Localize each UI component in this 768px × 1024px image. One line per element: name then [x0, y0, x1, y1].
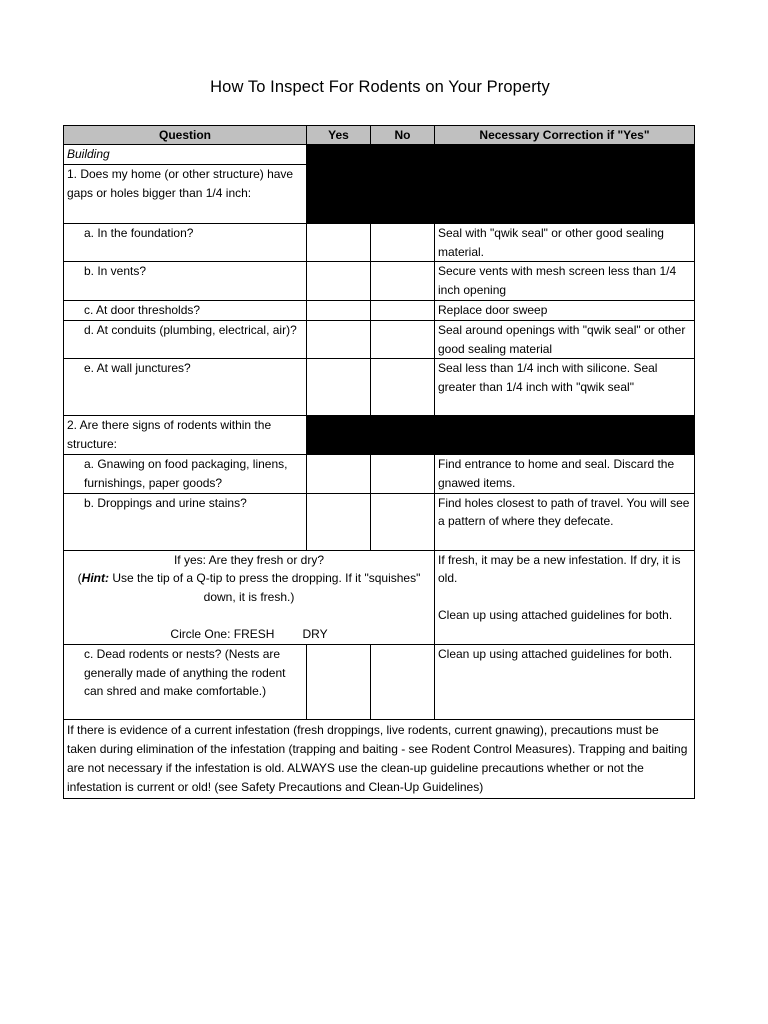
table-row [64, 300, 695, 320]
item-label: a. In the foundation? [64, 223, 307, 262]
correction-cell [435, 550, 695, 644]
correction-cell: Secure vents with mesh screen less than 1/4 inch opening [435, 262, 695, 301]
yes-cell[interactable] [307, 320, 371, 359]
correction-cell: Replace door sweep [435, 300, 695, 320]
no-cell[interactable] [371, 262, 435, 301]
header-no: No [371, 126, 435, 145]
fresh-dry-question-cell [64, 550, 435, 644]
item-label: c. Dead rodents or nests? (Nests are generally made of anything the rodent can shred and make comfortable.) [64, 644, 307, 719]
hint-label: Hint: [81, 571, 109, 586]
circle-fresh-option[interactable]: Circle One: FRESH [170, 626, 275, 641]
fresh-dry-correction-1: If fresh, it may be a new infestation. If dry, it is old. [438, 552, 681, 586]
item-label: c. At door thresholds? [64, 300, 307, 320]
infestation-note: If there is evidence of a current infestation (fresh droppings, live rodents, current gnawing), precautions must be taken during elimination of the infestation (trapping and baiting - see Rodent Control Measures). Trapping and baiting are not necessary if the infestation is old. ALWAYS use the clean-up guideline precautions whether or not the infestation is current or old! (see Safety Precautions and Clean-Up Guidelines) [64, 719, 695, 798]
no-cell[interactable] [371, 493, 435, 550]
section-row [64, 145, 695, 165]
yes-cell[interactable] [307, 300, 371, 320]
correction-cell: Find holes closest to path of travel. You will see a pattern of where they defecate. [435, 493, 695, 550]
no-cell[interactable] [371, 454, 435, 493]
spacer [438, 588, 691, 606]
header-correction: Necessary Correction if "Yes" [435, 126, 695, 145]
fresh-dry-correction-2: Clean up using attached guidelines for both. [438, 608, 673, 623]
correction-cell: Seal with "qwik seal" or other good sealing material. [435, 223, 695, 262]
no-cell[interactable] [371, 359, 435, 416]
yes-cell[interactable] [307, 454, 371, 493]
fresh-dry-question: If yes: Are they fresh or dry? [173, 552, 325, 567]
header-yes: Yes [307, 126, 371, 145]
circle-one-line [67, 625, 431, 644]
circle-dry-option[interactable]: DRY [302, 626, 328, 641]
table-row [64, 359, 695, 416]
blacked-out-cell [307, 416, 695, 455]
yes-cell[interactable] [307, 359, 371, 416]
no-cell[interactable] [371, 223, 435, 262]
no-cell[interactable] [371, 300, 435, 320]
table-row [64, 454, 695, 493]
item-label: a. Gnawing on food packaging, linens, furnishings, paper goods? [64, 454, 307, 493]
no-cell[interactable] [371, 644, 435, 719]
yes-cell[interactable] [307, 644, 371, 719]
yes-cell[interactable] [307, 262, 371, 301]
correction-cell: Clean up using attached guidelines for both. [435, 644, 695, 719]
yes-cell[interactable] [307, 493, 371, 550]
header-row [64, 126, 695, 145]
item-label: e. At wall junctures? [64, 359, 307, 416]
correction-cell: Seal less than 1/4 inch with silicone. Seal greater than 1/4 inch with "qwik seal" [435, 359, 695, 416]
inspection-table [63, 125, 695, 799]
question-2: 2. Are there signs of rodents within the structure: [64, 416, 307, 455]
table-row [64, 320, 695, 359]
item-label: b. In vents? [64, 262, 307, 301]
no-cell[interactable] [371, 320, 435, 359]
correction-cell: Seal around openings with "qwik seal" or other good sealing material [435, 320, 695, 359]
question-1: 1. Does my home (or other structure) have gaps or holes bigger than 1/4 inch: [64, 164, 307, 223]
header-question: Question [64, 126, 307, 145]
table-row [64, 493, 695, 550]
table-row [64, 223, 695, 262]
hint-text [67, 569, 431, 607]
table-row [64, 644, 695, 719]
table-row [64, 262, 695, 301]
blacked-out-cell [307, 145, 695, 224]
page-title: How To Inspect For Rodents on Your Property [210, 78, 550, 96]
hint-open-paren: ( [77, 571, 82, 586]
section-label: Building [64, 145, 307, 165]
hint-body: Use the tip of a Q-tip to press the dropping. If it "squishes" down, it is fresh.) [112, 571, 421, 605]
fresh-dry-row [64, 550, 695, 644]
item-label: b. Droppings and urine stains? [64, 493, 307, 550]
yes-cell[interactable] [307, 223, 371, 262]
question-row [64, 416, 695, 455]
item-label: d. At conduits (plumbing, electrical, air)? [64, 320, 307, 359]
correction-cell: Find entrance to home and seal. Discard the gnawed items. [435, 454, 695, 493]
note-row [64, 719, 695, 798]
spacer [67, 607, 431, 625]
